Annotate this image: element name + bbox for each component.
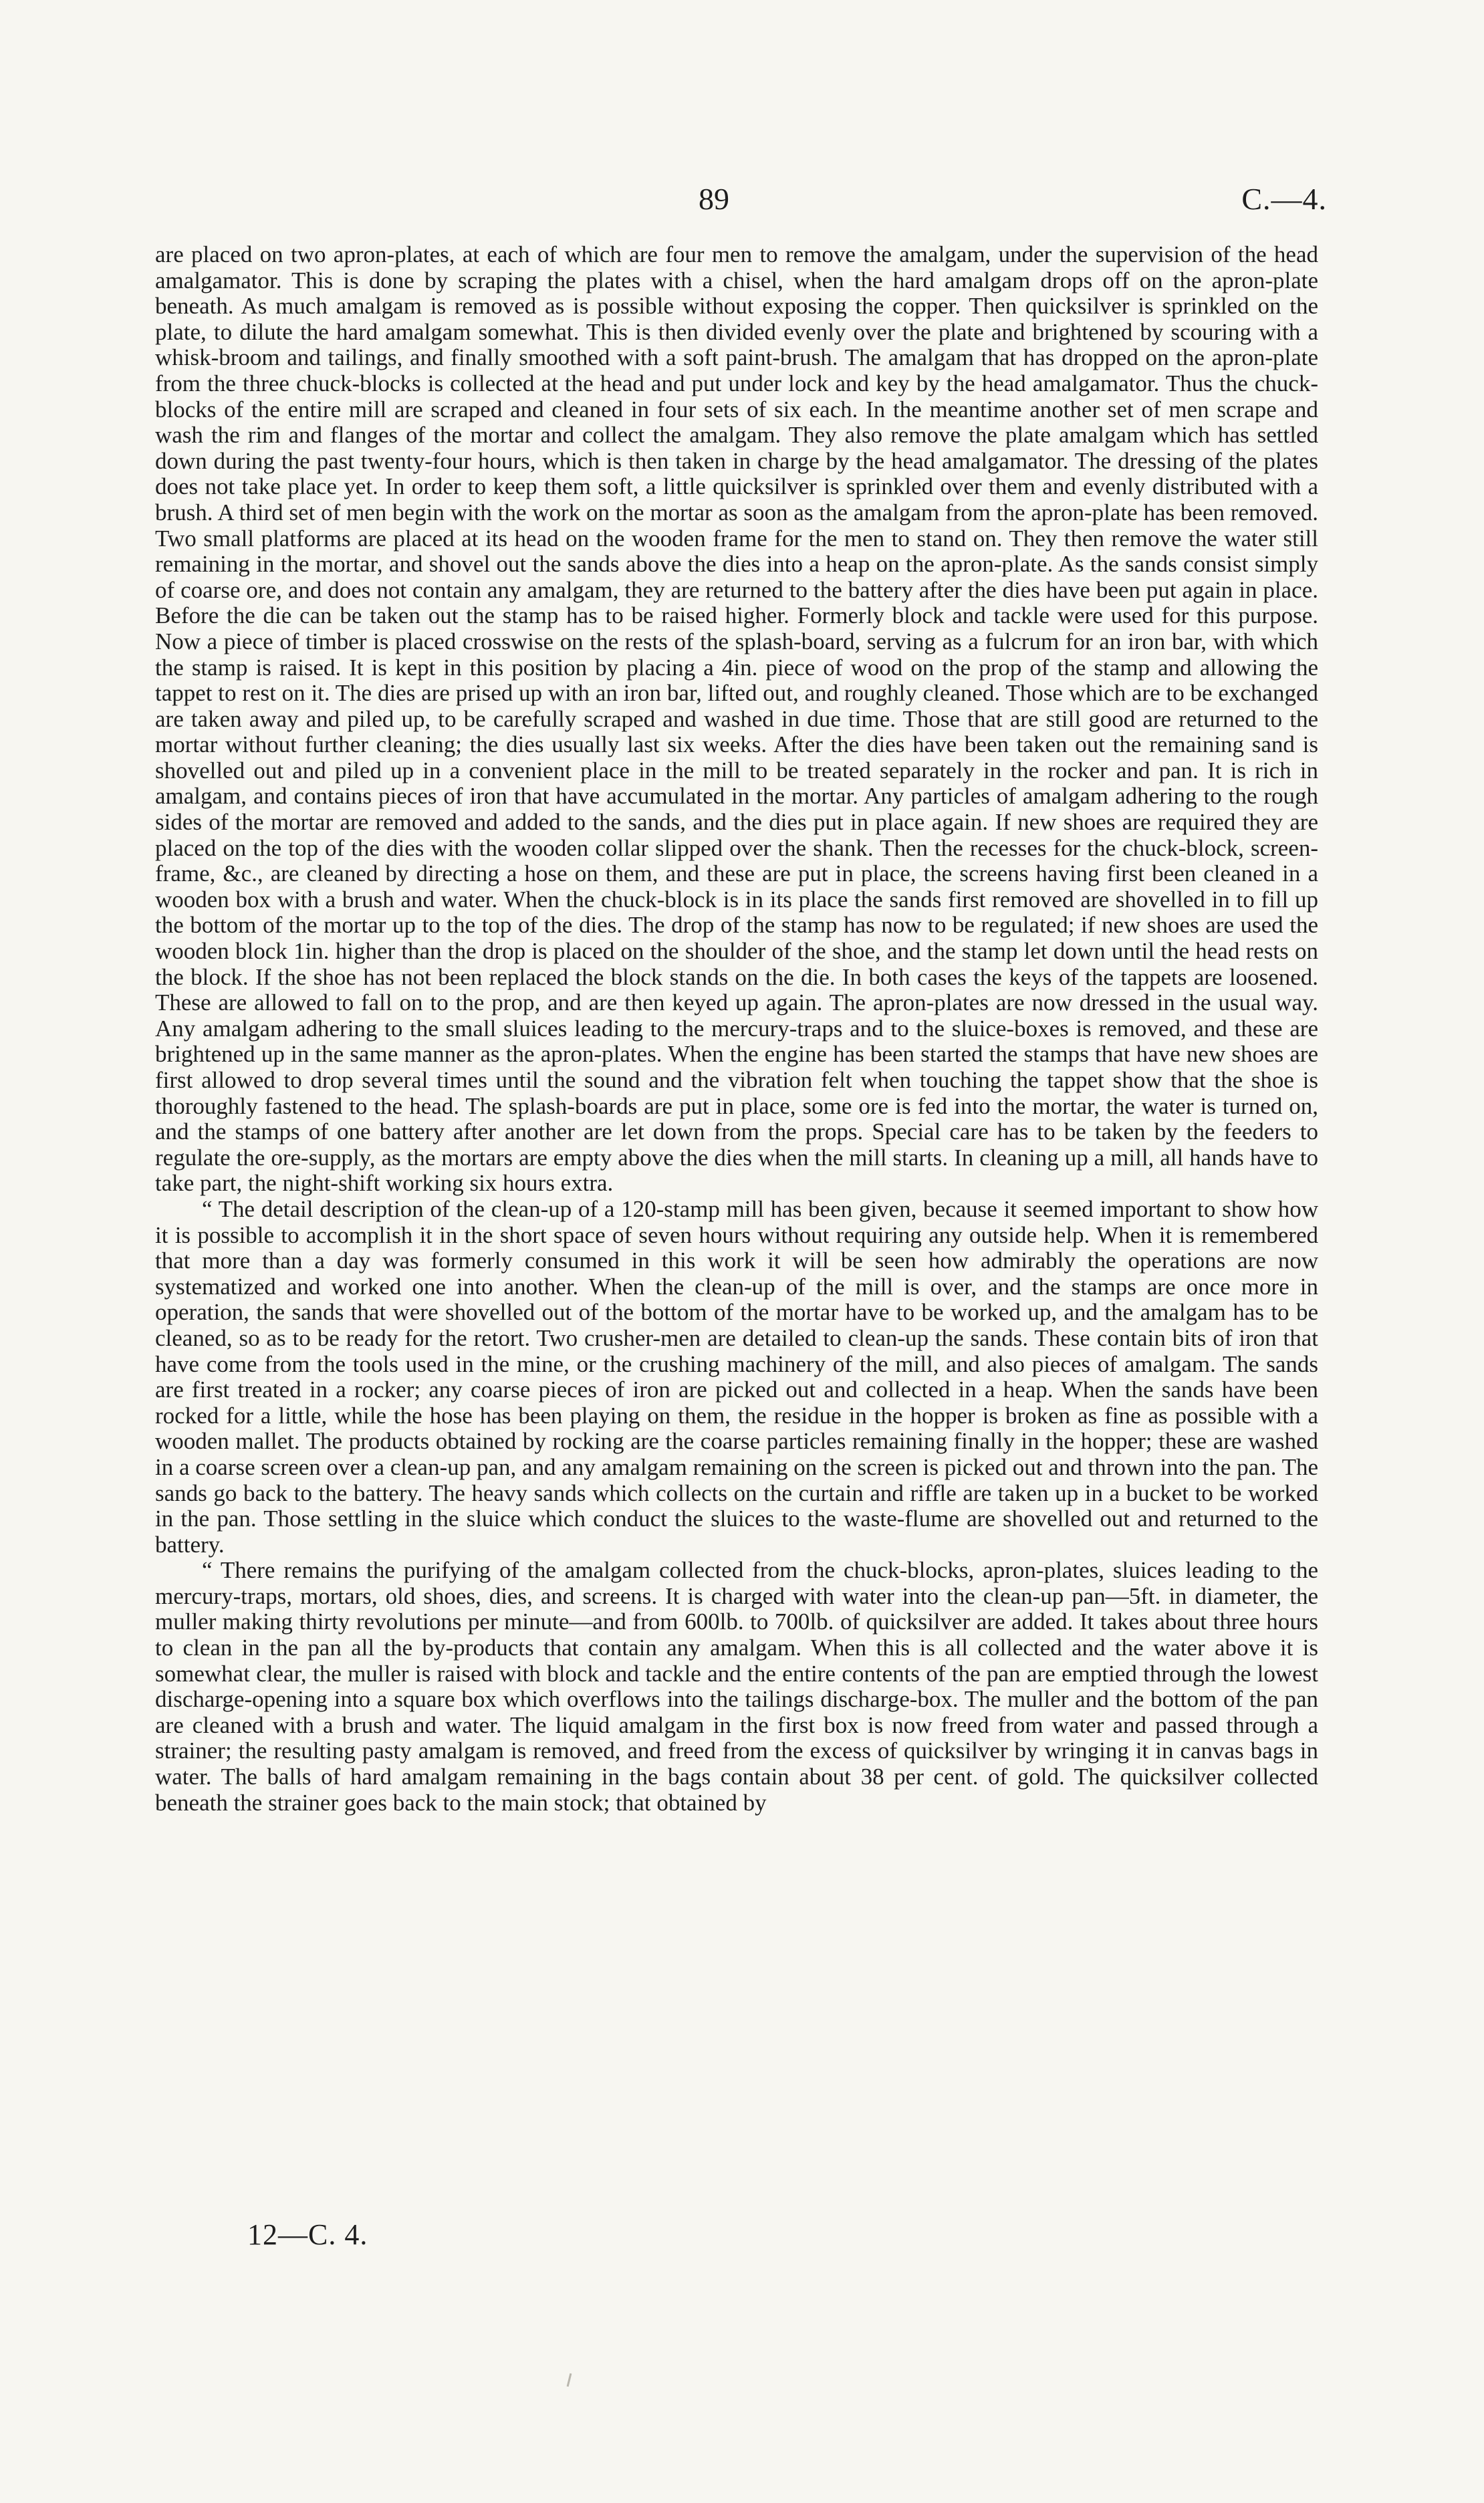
body-text [155,242,1318,1816]
paper-speck [567,2373,572,2387]
document-code: C.—4. [1241,182,1327,216]
paragraph-3: “ There remains the purifying of the amalgam collected from the chuck-blocks, apron-plates, sluices leading to the mercury-traps, mortars, old shoes, dies, and screens. It is charged with water into the clean-up pan—5ft. in diameter, the muller making thirty revolutions per minute—and from 600lb. to 700lb. of quicksilver are added. It takes about three hours to clean in the pan all the by-products that contain any amalgam. When this is all collected and the water above it is somewhat clear, the muller is raised with block and tackle and the entire contents of the pan are emptied through the lowest discharge-opening into a square box which overflows into the tailings discharge-box. The muller and the bottom of the pan are cleaned with a brush and water. The liquid amalgam in the first box is now freed from water and passed through a strainer; the resulting pasty amalgam is removed, and freed from the excess of quicksilver by wringing it in canvas bags in water. The balls of hard amalgam remaining in the bags contain about 38 per cent. of gold. The quicksilver collected beneath the strainer goes back to the main stock; that obtained by [155,1557,1318,1816]
paragraph-1: are placed on two apron-plates, at each of which are four men to remove the amalgam, under the supervision of the head amalgamator. This is done by scraping the plates with a chisel, when the hard amalgam drops off on the apron-plate beneath. As much amalgam is removed as is possible without exposing the copper. Then quicksilver is sprinkled on the plate, to dilute the hard amalgam somewhat. This is then divided evenly over the plate and brightened by scouring with a whisk-broom and tailings, and finally smoothed with a soft paint-brush. The amalgam that has dropped on the apron-plate from the three chuck-blocks is collected at the head and put under lock and key by the head amalgamator. Thus the chuck-blocks of the entire mill are scraped and cleaned in four sets of six each. In the meantime another set of men scrape and wash the rim and flanges of the mortar and collect the amalgam. They also remove the plate amalgam which has settled down during the past twenty-four hours, which is then taken in charge by the head amalgamator. The dressing of the plates does not take place yet. In order to keep them soft, a little quicksilver is sprinkled over them and evenly distributed with a brush. A third set of men begin with the work on the mortar as soon as the amalgam from the apron-plate has been removed. Two small platforms are placed at its head on the wooden frame for the men to stand on. They then remove the water still remaining in the mortar, and shovel out the sands above the dies into a heap on the apron-plate. As the sands consist simply of coarse ore, and does not contain any amalgam, they are returned to the battery after the dies have been put again in place. Before the die can be taken out the stamp has to be raised higher. Formerly block and tackle were used for this purpose. Now a piece of timber is placed crosswise on the rests of the splash-board, serving as a fulcrum for an iron bar, with which the stamp is raised. It is kept in this position by placing a 4in. piece of wood on the prop of the stamp and allowing the tappet to rest on it. The dies are prised up with an iron bar, lifted out, and roughly cleaned. Those which are to be exchanged are taken away and piled up, to be carefully scraped and washed in due time. Those that are still good are returned to the mortar without further cleaning; the dies usually last six weeks. After the dies have been taken out the remaining sand is shovelled out and piled up in a convenient place in the mill to be treated separately in the rocker and pan. It is rich in amalgam, and contains pieces of iron that have accumulated in the mortar. Any particles of amalgam adhering to the rough sides of the mortar are removed and added to the sands, and the dies put in place again. If new shoes are required they are placed on the top of the dies with the wooden collar slipped over the shank. Then the recesses for the chuck-block, screen-frame, &c., are cleaned by directing a hose on them, and these are put in place, the screens having first been cleaned in a wooden box with a brush and water. When the chuck-block is in its place the sands first removed are shovelled in to fill up the bottom of the mortar up to the top of the dies. The drop of the stamp has now to be regulated; if new shoes are used the wooden block 1in. higher than the drop is placed on the shoulder of the shoe, and the stamp let down until the head rests on the block. If the shoe has not been replaced the block stands on the die. In both cases the keys of the tappets are loosened. These are allowed to fall on to the prop, and are then keyed up again. The apron-plates are now dressed in the usual way. Any amalgam adhering to the small sluices leading to the mercury-traps and to the sluice-boxes is removed, and these are brightened up in the same manner as the apron-plates. When the engine has been started the stamps that have new shoes are first allowed to drop several times until the sound and the vibration felt when touching the tappet show that the shoe is thoroughly fastened to the head. The splash-boards are put in place, some ore is fed into the mortar, the water is turned on, and the stamps of one battery after another are let down from the props. Special care has to be taken by the feeders to regulate the ore-supply, as the mortars are empty above the dies when the mill starts. In cleaning up a mill, all hands have to take part, the night-shift working six hours extra. [155,241,1318,1197]
page-header [0,179,1484,219]
page-number: 89 [699,182,729,216]
paragraph-2: “ The detail description of the clean-up of a 120-stamp mill has been given, because it seemed important to show how it is possible to accomplish it in the short space of seven hours without requiring any outside help. When it is remembered that more than a day was formerly consumed in this work it will be seen how admirably the operations are now systematized and worked one into another. When the clean-up of the mill is over, and the stamps are once more in operation, the sands that were shovelled out of the bottom of the mortar have to be worked up, and the amalgam has to be cleaned, so as to be ready for the retort. Two crusher-men are detailed to clean-up the sands. These contain bits of iron that have come from the tools used in the mine, or the crushing machinery of the mill, and also pieces of amalgam. The sands are first treated in a rocker; any coarse pieces of iron are picked out and collected in a heap. When the sands have been rocked for a little, while the hose has been playing on them, the residue in the hopper is broken as fine as possible with a wooden mallet. The products obtained by rocking are the coarse particles remaining finally in the hopper; these are washed in a coarse screen over a clean-up pan, and any amalgam remaining on the screen is picked out and thrown into the pan. The sands go back to the battery. The heavy sands which collects on the curtain and riffle are taken up in a bucket to be worked in the pan. Those settling in the sluice which conduct the sluices to the waste-flume are shovelled out and returned to the battery. [155,1195,1318,1558]
sheet-signature: 12—C. 4. [247,2218,368,2251]
